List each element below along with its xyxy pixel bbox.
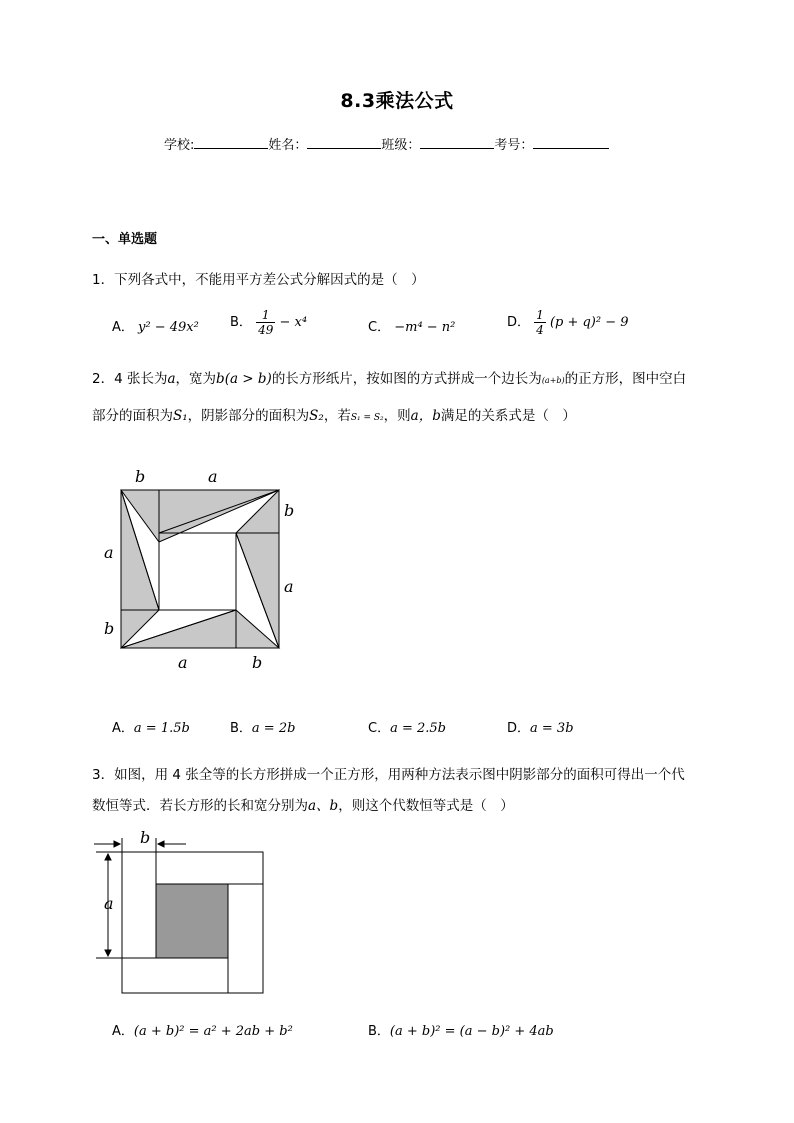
q2-option-a[interactable]: [112, 717, 190, 736]
section-heading: 一、单选题: [92, 232, 158, 247]
question-2-line-2: 部分的面积为S₁，阴影部分的面积为S₂，若S₁ = S₂，则a，b满足的关系式是（ ）: [92, 408, 576, 424]
question-text: 下列各式中，不能用平方差公式分解因式的是（ ）: [114, 272, 425, 288]
label-a: a: [284, 577, 294, 596]
option-expression: a = 2.5b: [390, 721, 446, 736]
option-label: B．: [368, 1024, 390, 1039]
label-b: b: [140, 828, 151, 847]
student-info-row: [164, 134, 609, 153]
name-blank[interactable]: [307, 136, 381, 149]
option-expression: −m⁴ − n²: [394, 320, 456, 335]
option-expression: (p + q)² − 9: [549, 315, 629, 330]
inner-square: [159, 533, 236, 610]
q3-option-b[interactable]: [368, 1020, 554, 1039]
q1-option-d[interactable]: [507, 308, 629, 337]
option-expression: a = 1.5b: [133, 721, 190, 736]
label-a: a: [208, 467, 218, 486]
label-b: b: [135, 467, 146, 486]
option-label: A．: [112, 320, 134, 335]
q2-option-d[interactable]: [507, 717, 574, 736]
option-label: C．: [368, 721, 391, 736]
shaded-square: [156, 884, 228, 958]
exam-no-blank[interactable]: [533, 136, 609, 149]
class-label: 班级：: [381, 138, 421, 153]
name-label: 姓名：: [268, 138, 308, 153]
page-title: 8.3乘法公式: [340, 90, 454, 112]
question-3-line-2: 数恒等式．若长方形的长和宽分别为a、b，则这个代数恒等式是（ ）: [92, 798, 514, 814]
option-label: B．: [230, 315, 252, 330]
q1-option-c[interactable]: [368, 316, 455, 335]
q3-square-figure: [90, 828, 280, 998]
label-a: a: [104, 543, 114, 562]
option-expression: y² − 49x²: [138, 320, 199, 335]
option-expression: (a + b)² = (a − b)² + 4ab: [389, 1024, 554, 1039]
option-label: A．: [112, 721, 134, 736]
label-b: b: [252, 653, 263, 672]
question-number: 3．: [92, 767, 115, 783]
question-2-line-1: 2．4 张长为a，宽为b(a > b)的长方形纸片，按如图的方式拼成一个边长为(a+b)的正方形，图中空白: [92, 371, 687, 387]
fraction: $\frac{1}{49}$: [258, 308, 274, 337]
label-b: b: [284, 501, 295, 520]
q1-option-b[interactable]: [230, 308, 307, 337]
school-label: 学校:: [164, 138, 195, 153]
label-a: a: [104, 894, 114, 913]
option-label: B．: [230, 721, 252, 736]
option-label: D．: [507, 721, 531, 736]
option-expression: a = 2b: [251, 721, 296, 736]
option-expression: − x⁴: [279, 315, 308, 330]
q3-option-a[interactable]: [112, 1020, 293, 1039]
option-label: D．: [507, 315, 531, 330]
label-a: a: [178, 653, 188, 672]
option-expression: a = 3b: [530, 721, 574, 736]
q2-option-b[interactable]: [230, 717, 295, 736]
q1-option-a[interactable]: [112, 316, 199, 335]
school-blank[interactable]: [194, 136, 268, 149]
exam-no-label: 考号：: [494, 138, 534, 153]
label-b: b: [104, 619, 115, 638]
fraction: $\frac{1}{4}$: [536, 308, 544, 337]
q2-square-figure: [96, 460, 316, 680]
question-1-stem: [92, 268, 425, 288]
q2-option-c[interactable]: [368, 717, 446, 736]
question-number: 1．: [92, 272, 115, 288]
class-blank[interactable]: [420, 136, 494, 149]
option-label: C．: [368, 320, 391, 335]
option-expression: (a + b)² = a² + 2ab + b²: [133, 1024, 293, 1039]
option-label: A．: [112, 1024, 134, 1039]
question-number: 2．: [92, 371, 115, 387]
question-3-line-1: 3．如图，用 4 张全等的长方形拼成一个正方形，用两种方法表示图中阴影部分的面积可得出一个代: [92, 767, 685, 783]
